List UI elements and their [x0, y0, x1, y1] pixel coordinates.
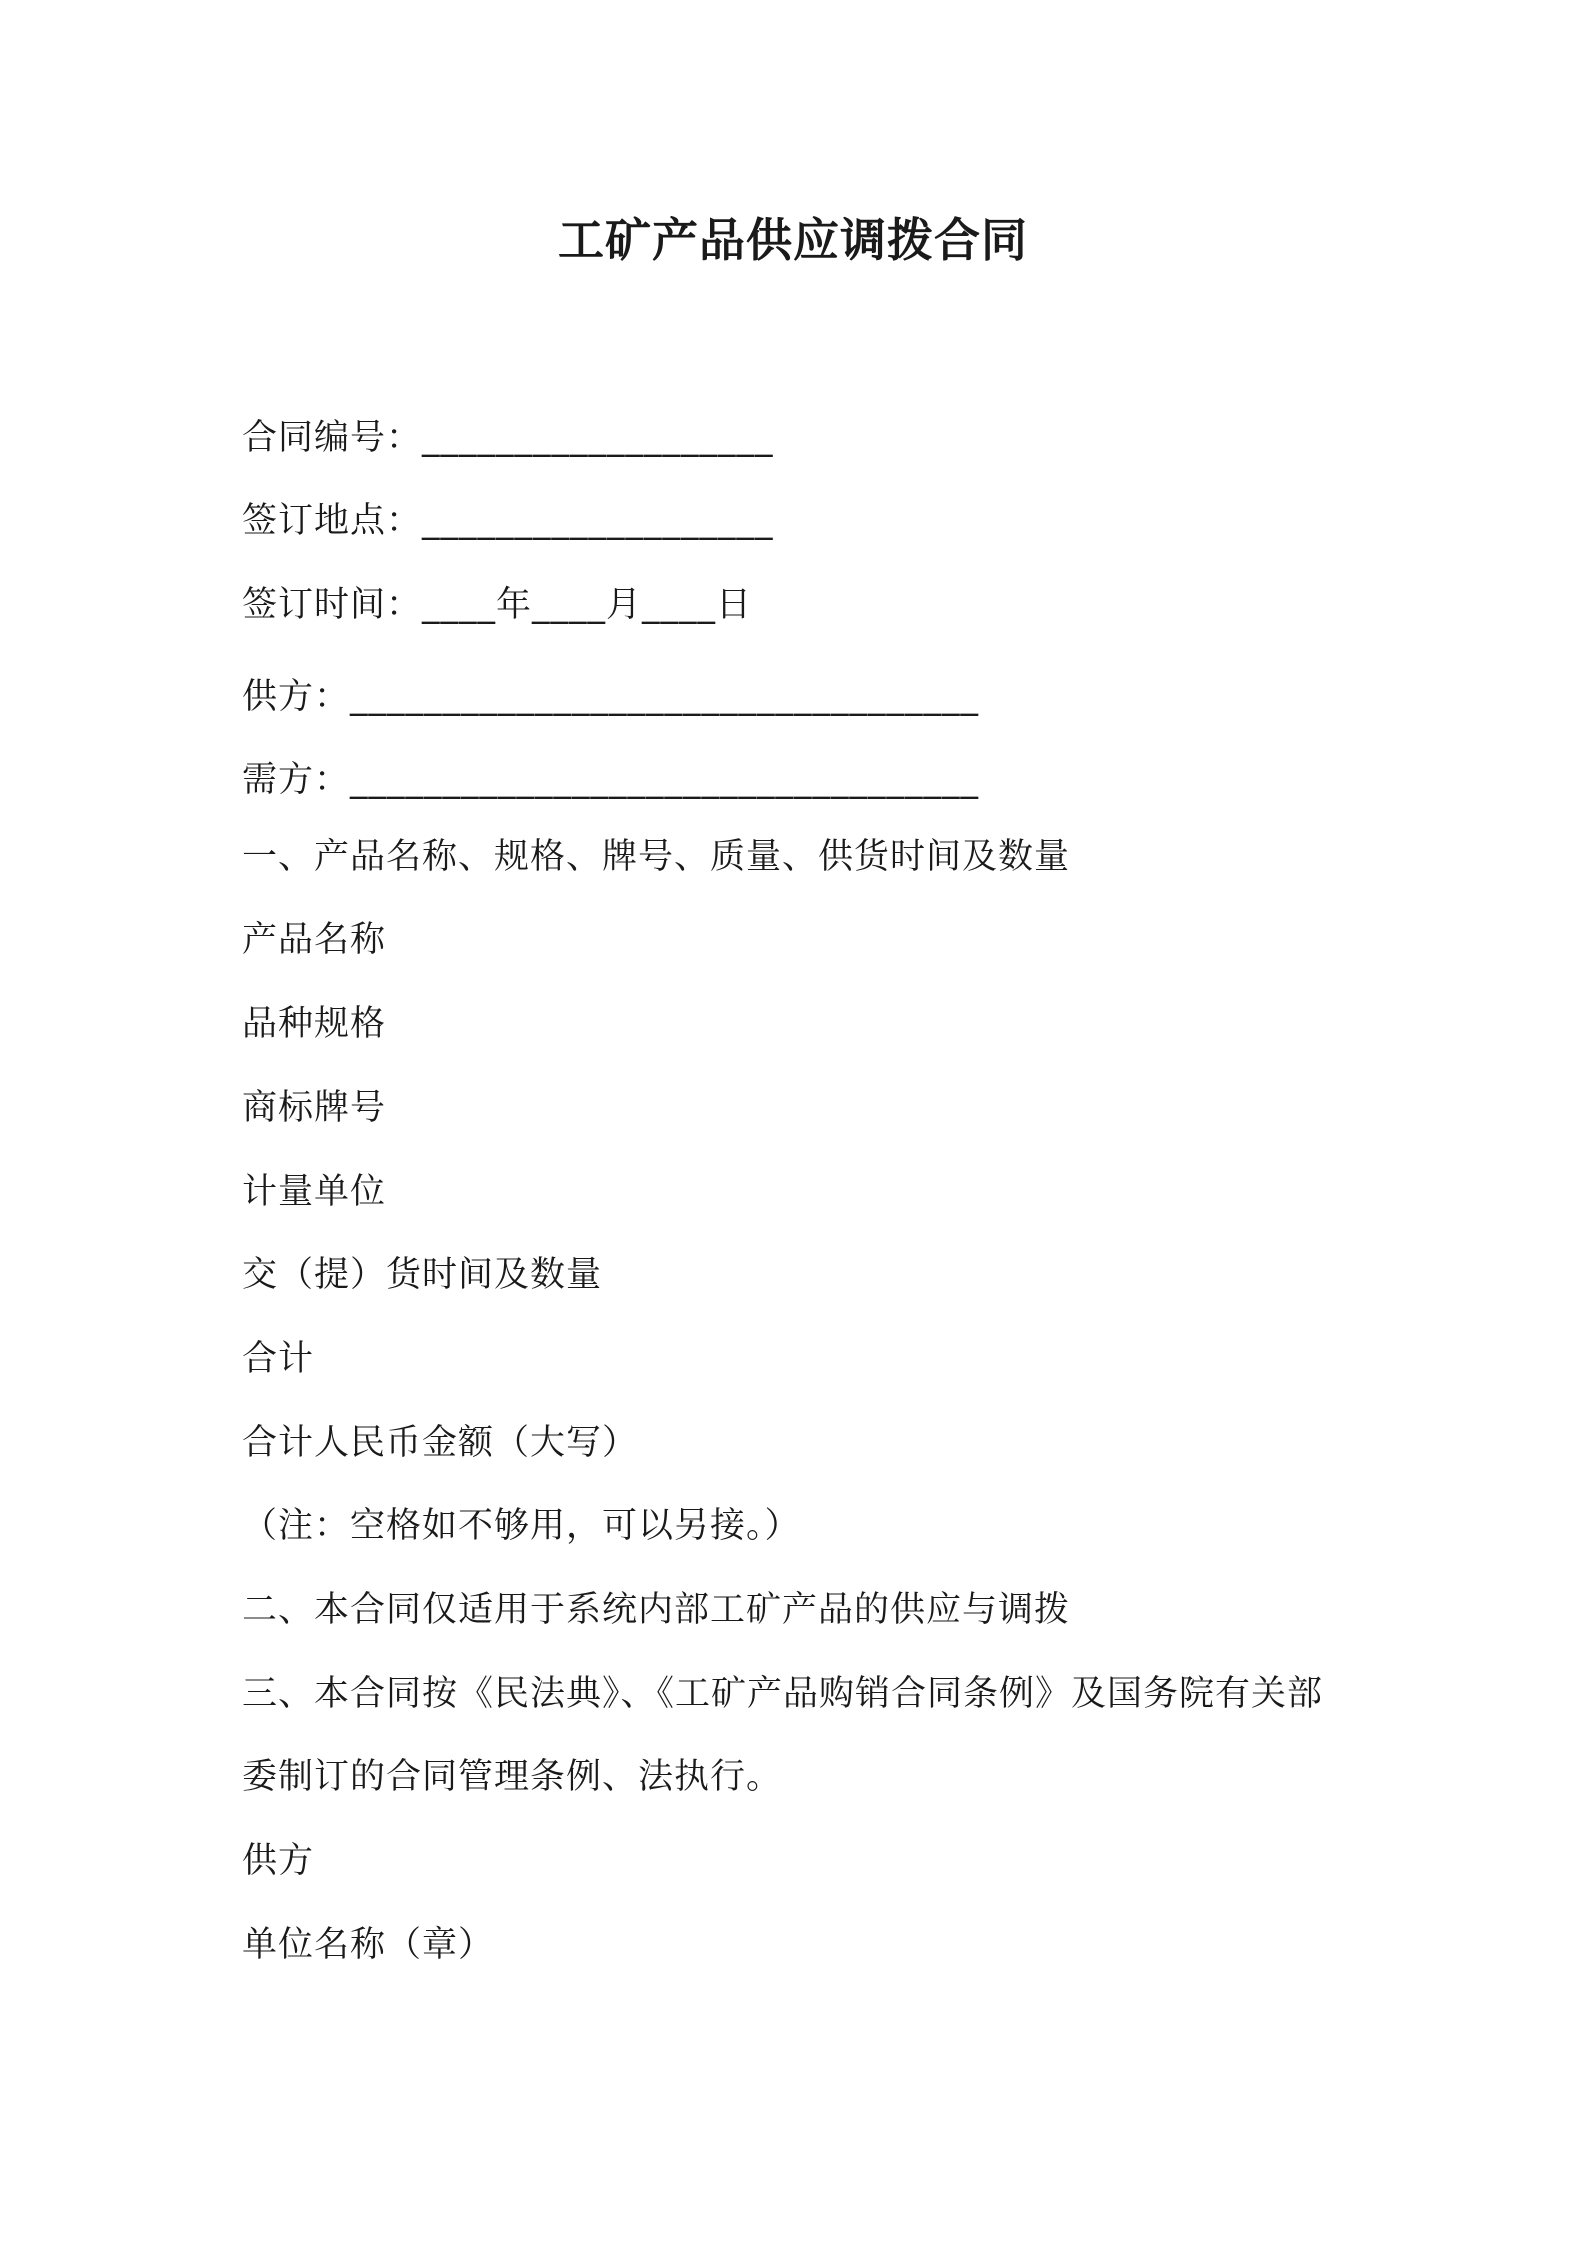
section-three-line: 三、本合同按《民法典》、《工矿产品购销合同条例》及国务院有关部	[242, 1674, 1324, 1714]
section-three-continuation: 委制订的合同管理条例、法执行。	[242, 1757, 783, 1797]
signing-place-line: 签订地点：___________________	[242, 501, 774, 541]
note-line: （注：空格如不够用，可以另接。）	[242, 1506, 801, 1546]
section-two-line: 二、本合同仅适用于系统内部工矿产品的供应与调拨	[242, 1590, 1071, 1630]
section-one-heading: 一、产品名称、规格、牌号、质量、供货时间及数量	[242, 837, 1071, 877]
delivery-time-label: 交（提）货时间及数量	[242, 1255, 603, 1295]
total-label: 合计	[242, 1339, 315, 1379]
unit-label: 计量单位	[242, 1172, 387, 1212]
buyer-line: 需方：__________________________________	[242, 760, 980, 800]
brand-label: 商标牌号	[242, 1088, 387, 1128]
contract-number-line: 合同编号：___________________	[242, 418, 774, 458]
total-rmb-label: 合计人民币金额（大写）	[242, 1423, 639, 1463]
signing-date-line: 签订时间：____年____月____日	[242, 585, 753, 625]
product-name-label: 产品名称	[242, 920, 387, 960]
variety-spec-label: 品种规格	[242, 1004, 387, 1044]
supplier-line: 供方：__________________________________	[242, 677, 980, 717]
supplier-signature-heading: 供方	[242, 1841, 315, 1881]
document-title: 工矿产品供应调拨合同	[558, 213, 1028, 267]
unit-name-seal-label: 单位名称（章）	[242, 1925, 495, 1965]
